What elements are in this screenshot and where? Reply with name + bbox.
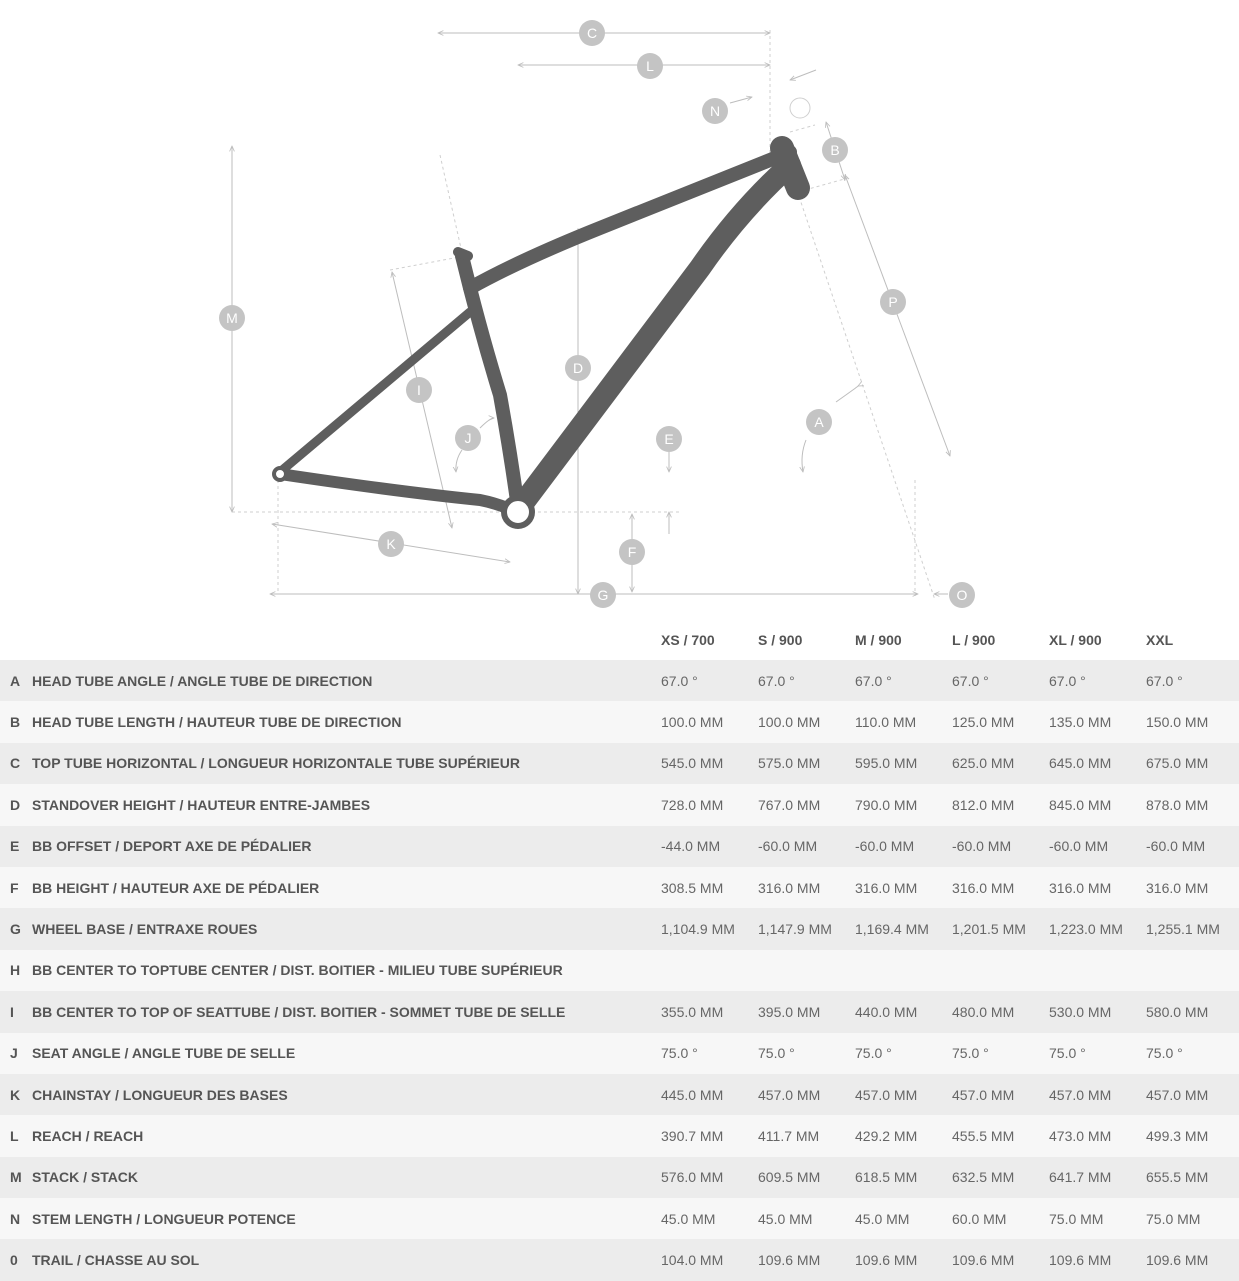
- row-value: 625.0 MM: [948, 743, 1045, 784]
- table-row: [0, 743, 1239, 784]
- table-row: [0, 660, 1239, 701]
- frame-geometry-svg: [0, 0, 1239, 620]
- row-value: 618.5 MM: [851, 1157, 948, 1198]
- row-value: -44.0 MM: [657, 826, 754, 867]
- row-value: 67.0 °: [754, 660, 851, 701]
- row-code: 0: [0, 1239, 32, 1280]
- svg-text:B: B: [830, 142, 840, 158]
- row-code: K: [0, 1074, 32, 1115]
- row-name: HEAD TUBE ANGLE / ANGLE TUBE DE DIRECTION: [32, 660, 657, 701]
- bike-frame: [274, 148, 798, 526]
- row-name: WHEEL BASE / ENTRAXE ROUES: [32, 908, 657, 949]
- row-code: A: [0, 660, 32, 701]
- row-value: 457.0 MM: [754, 1074, 851, 1115]
- row-value: 45.0 MM: [754, 1198, 851, 1239]
- row-value: [948, 950, 1045, 991]
- row-value: -60.0 MM: [948, 826, 1045, 867]
- geometry-table: [0, 619, 1239, 1281]
- row-name: STANDOVER HEIGHT / HAUTEUR ENTRE-JAMBES: [32, 784, 657, 825]
- row-name: BB CENTER TO TOP OF SEATTUBE / DIST. BOITIER - SOMMET TUBE DE SELLE: [32, 991, 657, 1032]
- row-value: 67.0 °: [851, 660, 948, 701]
- row-value: 655.5 MM: [1142, 1157, 1239, 1198]
- row-value: 411.7 MM: [754, 1115, 851, 1156]
- row-value: 480.0 MM: [948, 991, 1045, 1032]
- label-o: [949, 582, 975, 608]
- row-value: 60.0 MM: [948, 1198, 1045, 1239]
- svg-text:M: M: [226, 310, 238, 326]
- label-b: [822, 137, 848, 163]
- row-value: 316.0 MM: [1045, 867, 1142, 908]
- table-row: [0, 701, 1239, 742]
- row-value: 45.0 MM: [851, 1198, 948, 1239]
- row-value: 790.0 MM: [851, 784, 948, 825]
- row-code: D: [0, 784, 32, 825]
- row-value: 75.0 °: [657, 1033, 754, 1074]
- table-row: [0, 991, 1239, 1032]
- row-value: 1,104.9 MM: [657, 908, 754, 949]
- label-f: [619, 539, 645, 565]
- label-n: [702, 98, 728, 124]
- row-code: M: [0, 1157, 32, 1198]
- row-value: 645.0 MM: [1045, 743, 1142, 784]
- row-name: STACK / STACK: [32, 1157, 657, 1198]
- row-value: -60.0 MM: [851, 826, 948, 867]
- row-value: 45.0 MM: [657, 1198, 754, 1239]
- row-code: F: [0, 867, 32, 908]
- row-value: 135.0 MM: [1045, 701, 1142, 742]
- row-value: 308.5 MM: [657, 867, 754, 908]
- size-header: S / 900: [758, 631, 803, 648]
- row-value: 457.0 MM: [1142, 1074, 1239, 1115]
- row-value: 575.0 MM: [754, 743, 851, 784]
- reference-lines: [232, 30, 935, 600]
- row-value: 499.3 MM: [1142, 1115, 1239, 1156]
- row-value: 395.0 MM: [754, 991, 851, 1032]
- row-value: 1,201.5 MM: [948, 908, 1045, 949]
- row-value: 576.0 MM: [657, 1157, 754, 1198]
- row-value: 641.7 MM: [1045, 1157, 1142, 1198]
- row-value: 67.0 °: [1142, 660, 1239, 701]
- row-value: 609.5 MM: [754, 1157, 851, 1198]
- row-value: 1,255.1 MM: [1142, 908, 1239, 949]
- table-row: [0, 1157, 1239, 1198]
- row-value: 675.0 MM: [1142, 743, 1239, 784]
- label-d: [565, 355, 591, 381]
- row-value: 67.0 °: [657, 660, 754, 701]
- row-value: 445.0 MM: [657, 1074, 754, 1115]
- row-value: 767.0 MM: [754, 784, 851, 825]
- row-value: 429.2 MM: [851, 1115, 948, 1156]
- row-value: 530.0 MM: [1045, 991, 1142, 1032]
- dimension-labels: [219, 20, 975, 608]
- row-value: 545.0 MM: [657, 743, 754, 784]
- row-value: 75.0 MM: [1142, 1198, 1239, 1239]
- label-g: [590, 582, 616, 608]
- svg-text:K: K: [386, 536, 396, 552]
- row-value: 109.6 MM: [754, 1239, 851, 1280]
- row-value: 109.6 MM: [1142, 1239, 1239, 1280]
- svg-text:E: E: [664, 431, 674, 447]
- row-value: 845.0 MM: [1045, 784, 1142, 825]
- row-name: TOP TUBE HORIZONTAL / LONGUEUR HORIZONTALE TUBE SUPÉRIEUR: [32, 743, 657, 784]
- row-value: 316.0 MM: [1142, 867, 1239, 908]
- row-value: 125.0 MM: [948, 701, 1045, 742]
- row-value: 457.0 MM: [948, 1074, 1045, 1115]
- row-value: 455.5 MM: [948, 1115, 1045, 1156]
- size-header: L / 900: [952, 631, 996, 648]
- row-code: B: [0, 701, 32, 742]
- row-code: L: [0, 1115, 32, 1156]
- label-m: [219, 305, 245, 331]
- row-value: 110.0 MM: [851, 701, 948, 742]
- size-header: M / 900: [855, 631, 902, 648]
- label-i: [406, 377, 432, 403]
- row-code: G: [0, 908, 32, 949]
- svg-text:D: D: [572, 360, 584, 376]
- row-value: 1,169.4 MM: [851, 908, 948, 949]
- row-value: 100.0 MM: [754, 701, 851, 742]
- table-row: [0, 1033, 1239, 1074]
- frame-geometry-diagram: [0, 0, 1239, 620]
- row-name: TRAIL / CHASSE AU SOL: [32, 1239, 657, 1280]
- row-code: J: [0, 1033, 32, 1074]
- row-value: 440.0 MM: [851, 991, 948, 1032]
- table-row: [0, 1074, 1239, 1115]
- row-value: 457.0 MM: [1045, 1074, 1142, 1115]
- header-code: [0, 619, 32, 660]
- row-value: [657, 950, 754, 991]
- header-name: [32, 619, 657, 660]
- row-name: REACH / REACH: [32, 1115, 657, 1156]
- row-value: 109.6 MM: [948, 1239, 1045, 1280]
- table-row: [0, 867, 1239, 908]
- row-value: 390.7 MM: [657, 1115, 754, 1156]
- row-value: [1142, 950, 1239, 991]
- row-value: 75.0 °: [754, 1033, 851, 1074]
- row-value: 316.0 MM: [851, 867, 948, 908]
- row-value: -60.0 MM: [1045, 826, 1142, 867]
- row-code: E: [0, 826, 32, 867]
- row-value: 316.0 MM: [754, 867, 851, 908]
- row-value: [754, 950, 851, 991]
- row-value: 75.0 °: [1142, 1033, 1239, 1074]
- table-body: [0, 660, 1239, 1281]
- row-value: 878.0 MM: [1142, 784, 1239, 825]
- row-value: 75.0 °: [1045, 1033, 1142, 1074]
- row-value: 812.0 MM: [948, 784, 1045, 825]
- svg-text:L: L: [646, 58, 654, 74]
- row-value: 104.0 MM: [657, 1239, 754, 1280]
- table-row: [0, 784, 1239, 825]
- svg-text:J: J: [464, 430, 472, 446]
- svg-text:N: N: [709, 103, 721, 119]
- row-value: 75.0 MM: [1045, 1198, 1142, 1239]
- row-value: 316.0 MM: [948, 867, 1045, 908]
- table-row: [0, 1115, 1239, 1156]
- label-a: [806, 409, 832, 435]
- row-value: 100.0 MM: [657, 701, 754, 742]
- row-value: 580.0 MM: [1142, 991, 1239, 1032]
- row-value: [1045, 950, 1142, 991]
- size-header: XL / 900: [1049, 631, 1102, 648]
- row-code: N: [0, 1198, 32, 1239]
- row-value: 595.0 MM: [851, 743, 948, 784]
- row-value: -60.0 MM: [1142, 826, 1239, 867]
- row-value: -60.0 MM: [754, 826, 851, 867]
- dimension-lines: [232, 33, 950, 594]
- row-name: HEAD TUBE LENGTH / HAUTEUR TUBE DE DIRECTION: [32, 701, 657, 742]
- row-name: STEM LENGTH / LONGUEUR POTENCE: [32, 1198, 657, 1239]
- svg-text:G: G: [597, 587, 609, 603]
- row-value: 67.0 °: [948, 660, 1045, 701]
- row-value: 457.0 MM: [851, 1074, 948, 1115]
- row-value: 75.0 °: [948, 1033, 1045, 1074]
- label-c: [579, 20, 605, 46]
- svg-text:P: P: [888, 294, 898, 310]
- row-value: 728.0 MM: [657, 784, 754, 825]
- row-name: SEAT ANGLE / ANGLE TUBE DE SELLE: [32, 1033, 657, 1074]
- row-value: 1,223.0 MM: [1045, 908, 1142, 949]
- row-name: BB CENTER TO TOPTUBE CENTER / DIST. BOITIER - MILIEU TUBE SUPÉRIEUR: [32, 950, 657, 991]
- svg-text:F: F: [627, 544, 637, 560]
- row-name: BB OFFSET / DEPORT AXE DE PÉDALIER: [32, 826, 657, 867]
- table-row: [0, 950, 1239, 991]
- table-header-row: [0, 619, 1239, 660]
- row-code: H: [0, 950, 32, 991]
- label-e: [656, 426, 682, 452]
- row-name: BB HEIGHT / HAUTEUR AXE DE PÉDALIER: [32, 867, 657, 908]
- row-value: 150.0 MM: [1142, 701, 1239, 742]
- row-value: 355.0 MM: [657, 991, 754, 1032]
- row-value: 109.6 MM: [851, 1239, 948, 1280]
- row-value: 473.0 MM: [1045, 1115, 1142, 1156]
- row-code: I: [0, 991, 32, 1032]
- table-row: [0, 826, 1239, 867]
- table-row: [0, 908, 1239, 949]
- label-l: [637, 53, 663, 79]
- svg-text:C: C: [586, 25, 598, 41]
- svg-text:I: I: [417, 382, 421, 398]
- table-row: [0, 1198, 1239, 1239]
- table-row: [0, 1239, 1239, 1280]
- row-value: [851, 950, 948, 991]
- row-value: 1,147.9 MM: [754, 908, 851, 949]
- row-value: 67.0 °: [1045, 660, 1142, 701]
- row-value: 75.0 °: [851, 1033, 948, 1074]
- label-p: [880, 289, 906, 315]
- row-value: 109.6 MM: [1045, 1239, 1142, 1280]
- svg-text:O: O: [956, 587, 968, 603]
- svg-text:A: A: [814, 414, 824, 430]
- label-j: [455, 425, 481, 451]
- row-code: C: [0, 743, 32, 784]
- size-header: XXL: [1146, 631, 1174, 648]
- label-k: [378, 531, 404, 557]
- row-name: CHAINSTAY / LONGUEUR DES BASES: [32, 1074, 657, 1115]
- row-value: 632.5 MM: [948, 1157, 1045, 1198]
- size-header: XS / 700: [661, 631, 715, 648]
